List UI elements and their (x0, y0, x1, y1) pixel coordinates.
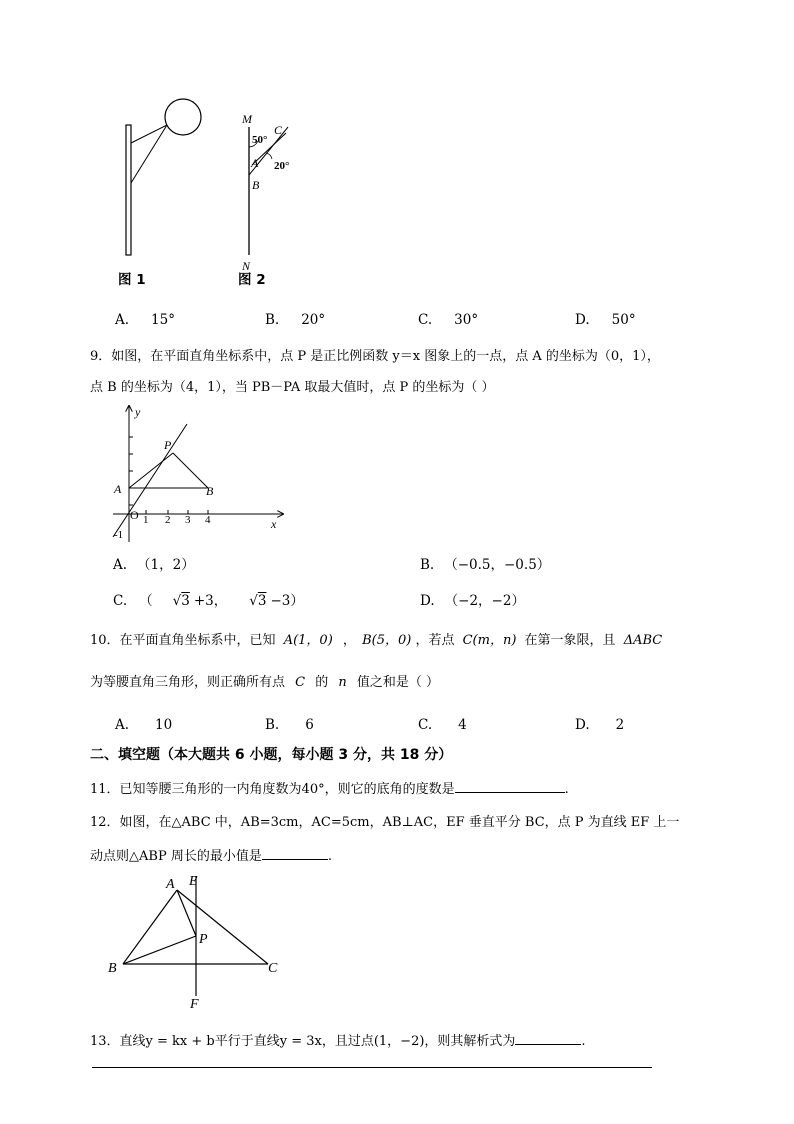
tick-3: 3 (185, 514, 191, 526)
section-2-title: 二、填空题（本大题共 6 小题，每小题 3 分，共 18 分） (90, 747, 453, 763)
q9-stem-line-2: 点 B 的坐标为（4，1），当 PB－PA 取最大值时，点 P 的坐标为（ ） (90, 380, 495, 395)
label-M: M (242, 112, 252, 126)
axis-x-label: x (271, 517, 277, 531)
q8-option-b[interactable]: B. 20° (265, 312, 326, 328)
axis-y-label: y (135, 405, 141, 419)
q10-option-b[interactable]: B. 6 (265, 717, 314, 733)
point-E-label: E (189, 874, 198, 889)
q11-answer-blank[interactable] (455, 778, 565, 793)
tick-4: 4 (205, 514, 211, 526)
q8-figure-2 (230, 105, 310, 275)
q8-option-d[interactable]: D. 50° (575, 312, 636, 328)
q10-option-a[interactable]: A. 10 (115, 717, 173, 733)
point-F-label: F (190, 997, 199, 1012)
vertex-B-label: B (108, 961, 117, 976)
label-N: N (242, 259, 251, 273)
q13-answer-blank[interactable] (515, 1030, 581, 1045)
q11-stem: 11．已知等腰三角形的一内角度数为40°，则它的底角的度数是 . (90, 778, 569, 799)
q10-stem-line-2: 为等腰直角三角形，则正确所有点 C 的 n 值之和是（ ） (90, 675, 440, 690)
pole-lamp-diagram (110, 95, 220, 265)
label-A: A (251, 156, 259, 170)
q12-triangle-figure (103, 868, 293, 1013)
q10-option-c[interactable]: C. 4 (418, 717, 467, 733)
vertex-A-label: A (166, 877, 175, 892)
label-C: C (274, 123, 283, 137)
q8-fig1-caption: 图 1 (118, 272, 146, 288)
point-P-label: P (164, 438, 172, 452)
q9-option-b[interactable]: B. （−0.5，−0.5） (420, 557, 551, 573)
point-P-label: P (199, 932, 208, 947)
point-A-label: A (114, 482, 122, 496)
angle-diagram (230, 105, 310, 275)
q12-answer-blank[interactable] (262, 845, 328, 860)
q9-option-d[interactable]: D. （−2，−2） (420, 593, 525, 609)
q10-option-d[interactable]: D. 2 (575, 717, 625, 733)
q9-coordinate-graph (105, 402, 295, 547)
footer-divider (92, 1067, 652, 1068)
q9-option-a[interactable]: A. （1，2） (113, 557, 195, 573)
label-B: B (252, 178, 260, 192)
q9-option-c[interactable]: C. （ √3 +3， √3 −3） (113, 593, 304, 609)
q8-figure-1 (110, 95, 220, 265)
tick-2: 2 (165, 514, 171, 526)
label-20deg: 20° (274, 160, 290, 172)
q10-stem-line-1: 10．在平面直角坐标系中，已知 A(1，0) ， B(5，0) ，若点 C(m，n) 在第一象限，且 ΔABC (90, 633, 663, 648)
vertex-C-label: C (268, 961, 278, 976)
q12-stem-line-2: 动点则△ABP 周长的最小值是 . (90, 845, 332, 866)
q8-fig2-caption: 图 2 (238, 272, 266, 288)
origin-label: O (130, 508, 139, 522)
tick-neg-1: -1 (114, 529, 124, 541)
tick-1: 1 (143, 514, 149, 526)
point-B-label: B (206, 484, 214, 498)
q8-option-a[interactable]: A. 15° (115, 312, 175, 328)
label-50deg: 50° (252, 134, 268, 146)
q8-option-c[interactable]: C. 30° (418, 312, 479, 328)
q12-stem-line-1: 12．如图，在△ABC 中，AB=3cm，AC=5cm，AB⊥AC，EF 垂直平分 BC，点 P 为直线 EF 上一 (90, 815, 680, 830)
q13-stem: 13．直线y = kx + b平行于直线y = 3x，且过点(1，−2)，则其解析式为 . (90, 1030, 586, 1051)
q9-stem-line-1: 9．如图，在平面直角坐标系中，点 P 是正比例函数 y＝x 图象上的一点，点 A 的坐标为（0，1）， (90, 349, 660, 364)
